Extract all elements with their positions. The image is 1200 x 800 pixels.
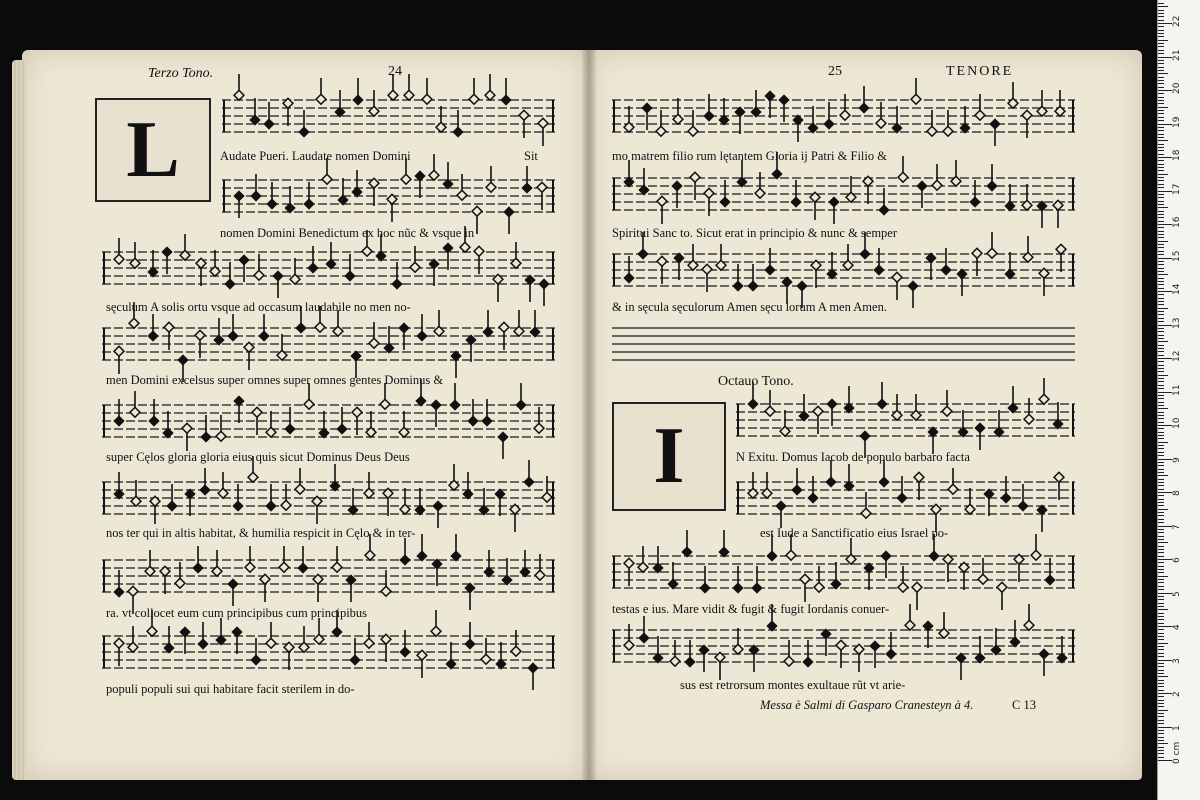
- ruler-minor-tick: [1158, 438, 1164, 439]
- ruler-minor-tick: [1158, 281, 1164, 282]
- ruler-minor-tick: [1158, 80, 1164, 81]
- ruler-tick: [1158, 23, 1172, 24]
- ruler-minor-tick: [1158, 214, 1164, 215]
- ruler-minor-tick: [1158, 177, 1164, 178]
- ruler-minor-tick: [1158, 368, 1164, 369]
- left-page-number: 24: [388, 64, 402, 79]
- ruler-minor-tick: [1158, 351, 1164, 352]
- ruler-minor-tick: [1158, 73, 1168, 74]
- ruler-label: 13: [1172, 317, 1182, 329]
- ruler-label: 14: [1172, 283, 1182, 295]
- ruler-minor-tick: [1158, 26, 1164, 27]
- ruler-minor-tick: [1158, 730, 1164, 731]
- ruler-minor-tick: [1158, 505, 1164, 506]
- lyric-line-5: super Cęlos gloria gloria eius quis sicut Dominus Deus Deus: [106, 450, 410, 464]
- ruler-minor-tick: [1158, 271, 1164, 272]
- ruler-minor-tick: [1158, 16, 1164, 17]
- ruler-minor-tick: [1158, 120, 1164, 121]
- ruler-minor-tick: [1158, 184, 1164, 185]
- ruler-minor-tick: [1158, 311, 1164, 312]
- ruler-minor-tick: [1158, 378, 1164, 379]
- ruler-minor-tick: [1158, 335, 1164, 336]
- ruler-minor-tick: [1158, 204, 1164, 205]
- ruler-minor-tick: [1158, 499, 1164, 500]
- ruler-minor-tick: [1158, 140, 1168, 141]
- ruler-minor-tick: [1158, 747, 1164, 748]
- ruler-minor-tick: [1158, 502, 1164, 503]
- ruler-minor-tick: [1158, 750, 1164, 751]
- ruler-minor-tick: [1158, 355, 1164, 356]
- ruler-minor-tick: [1158, 375, 1168, 376]
- measuring-ruler: [1157, 0, 1200, 800]
- ruler-minor-tick: [1158, 341, 1168, 342]
- right-lyric-line-6: testas e ius. Mare vidit & fugit & fugit Iordanis conuer-: [612, 602, 890, 616]
- ruler-minor-tick: [1158, 187, 1164, 188]
- ruler-tick: [1158, 157, 1172, 158]
- ruler-minor-tick: [1158, 93, 1164, 94]
- right-header-title: TENORE: [946, 64, 1014, 79]
- ruler-label: 20: [1172, 82, 1182, 94]
- page-footer: Messa è Salmi di Gasparo Cranesteyn à 4.: [760, 698, 974, 712]
- right-page-number: 25: [828, 64, 842, 79]
- ruler-tick: [1158, 760, 1172, 761]
- ruler-minor-tick: [1158, 264, 1164, 265]
- staff-left-1: [222, 74, 555, 146]
- ruler-minor-tick: [1158, 10, 1164, 11]
- ruler-minor-tick: [1158, 733, 1164, 734]
- lyric-line-1-tail: Sit: [524, 149, 538, 163]
- ruler-tick: [1158, 693, 1172, 694]
- lyric-line-8: populi populi sui qui habitare facit sterilem in do-: [106, 682, 355, 696]
- ruler-minor-tick: [1158, 683, 1164, 684]
- ruler-tick: [1158, 291, 1172, 292]
- ruler-minor-tick: [1158, 673, 1164, 674]
- ruler-minor-tick: [1158, 201, 1164, 202]
- ruler-label: 15: [1172, 250, 1182, 262]
- ruler-minor-tick: [1158, 100, 1164, 101]
- ruler-minor-tick: [1158, 670, 1164, 671]
- ruler-minor-tick: [1158, 301, 1164, 302]
- lyric-line-4: men Domini excelsus super omnes super omnes gentes Dominus &: [106, 373, 444, 387]
- ruler-tick: [1158, 124, 1172, 125]
- ruler-minor-tick: [1158, 147, 1164, 148]
- ruler-minor-tick: [1158, 241, 1168, 242]
- ruler-minor-tick: [1158, 87, 1164, 88]
- ruler-minor-tick: [1158, 562, 1164, 563]
- ruler-minor-tick: [1158, 207, 1168, 208]
- ruler-minor-tick: [1158, 113, 1164, 114]
- ruler-minor-tick: [1158, 489, 1164, 490]
- ruler-tick: [1158, 191, 1172, 192]
- staff-right-empty: [612, 328, 1075, 360]
- ruler-label: 19: [1172, 116, 1182, 128]
- ruler-tick: [1158, 392, 1172, 393]
- ruler-minor-tick: [1158, 589, 1164, 590]
- ruler-tick: [1158, 90, 1172, 91]
- ruler-minor-tick: [1158, 70, 1164, 71]
- ruler-minor-tick: [1158, 314, 1164, 315]
- ruler-minor-tick: [1158, 103, 1164, 104]
- ruler-minor-tick: [1158, 107, 1168, 108]
- ruler-minor-tick: [1158, 415, 1164, 416]
- ruler-minor-tick: [1158, 254, 1164, 255]
- ruler-label: 7: [1172, 523, 1182, 530]
- ruler-minor-tick: [1158, 452, 1164, 453]
- ruler-minor-tick: [1158, 448, 1164, 449]
- ruler-minor-tick: [1158, 663, 1164, 664]
- ruler-tick: [1158, 660, 1172, 661]
- staff-right-6: [612, 530, 1075, 610]
- ruler-minor-tick: [1158, 6, 1168, 7]
- staff-right-4: [736, 378, 1075, 458]
- ruler-tick: [1158, 224, 1172, 225]
- ruler-minor-tick: [1158, 690, 1164, 691]
- ruler-label: 0 cm: [1172, 741, 1182, 764]
- ruler-label: 2: [1172, 691, 1182, 697]
- ruler-minor-tick: [1158, 552, 1164, 553]
- ruler-minor-tick: [1158, 40, 1168, 41]
- ruler-label: 17: [1172, 183, 1182, 195]
- ruler-tick: [1158, 425, 1172, 426]
- ruler-minor-tick: [1158, 586, 1164, 587]
- ruler-minor-tick: [1158, 710, 1168, 711]
- ruler-minor-tick: [1158, 408, 1168, 409]
- ruler-minor-tick: [1158, 529, 1164, 530]
- ruler-label: 18: [1172, 149, 1182, 161]
- ruler-minor-tick: [1158, 623, 1164, 624]
- ruler-minor-tick: [1158, 646, 1164, 647]
- ruler-minor-tick: [1158, 144, 1164, 145]
- ruler-minor-tick: [1158, 338, 1164, 339]
- initial-letter: L: [126, 105, 180, 194]
- ruler-minor-tick: [1158, 388, 1164, 389]
- ruler-minor-tick: [1158, 294, 1164, 295]
- ruler-minor-tick: [1158, 713, 1164, 714]
- ruler-minor-tick: [1158, 536, 1164, 537]
- ruler-tick: [1158, 358, 1172, 359]
- ruler-minor-tick: [1158, 77, 1164, 78]
- right-lyric-line-4: N Exitu. Domus Iacob de populo barbaro facta: [736, 450, 970, 464]
- ruler-label: 12: [1172, 350, 1182, 362]
- ruler-minor-tick: [1158, 402, 1164, 403]
- ruler-minor-tick: [1158, 97, 1164, 98]
- ruler-minor-tick: [1158, 53, 1164, 54]
- ruler-minor-tick: [1158, 345, 1164, 346]
- ruler-minor-tick: [1158, 582, 1164, 583]
- ruler-minor-tick: [1158, 445, 1164, 446]
- ruler-minor-tick: [1158, 639, 1164, 640]
- ruler-minor-tick: [1158, 321, 1164, 322]
- ruler-minor-tick: [1158, 703, 1164, 704]
- ruler-label: 6: [1172, 557, 1182, 563]
- ruler-label: 10: [1172, 417, 1182, 429]
- ruler-minor-tick: [1158, 361, 1164, 362]
- ruler-label: 3: [1172, 657, 1182, 664]
- ruler-minor-tick: [1158, 442, 1168, 443]
- ruler-minor-tick: [1158, 231, 1164, 232]
- ruler-minor-tick: [1158, 599, 1164, 600]
- ruler-minor-tick: [1158, 643, 1168, 644]
- ruler-minor-tick: [1158, 308, 1168, 309]
- ruler-minor-tick: [1158, 566, 1164, 567]
- ruler-minor-tick: [1158, 83, 1164, 84]
- ruler-minor-tick: [1158, 522, 1164, 523]
- staff-left-6: [102, 456, 555, 532]
- ruler-minor-tick: [1158, 304, 1164, 305]
- ruler-tick: [1158, 57, 1172, 58]
- ruler-minor-tick: [1158, 365, 1164, 366]
- ruler-minor-tick: [1158, 234, 1164, 235]
- ruler-minor-tick: [1158, 603, 1164, 604]
- ruler-tick: [1158, 559, 1172, 560]
- ruler-minor-tick: [1158, 36, 1164, 37]
- right-lyric-line-2: Spiritui Sanc to. Sicut erat in principio & nunc & semper: [612, 226, 898, 240]
- staff-left-2: [222, 154, 555, 234]
- ruler-minor-tick: [1158, 180, 1164, 181]
- ruler-minor-tick: [1158, 616, 1164, 617]
- ruler-minor-tick: [1158, 716, 1164, 717]
- ruler-minor-tick: [1158, 63, 1164, 64]
- ruler-minor-tick: [1158, 619, 1164, 620]
- ruler-minor-tick: [1158, 485, 1164, 486]
- ruler-minor-tick: [1158, 720, 1164, 721]
- ruler-minor-tick: [1158, 381, 1164, 382]
- ruler-minor-tick: [1158, 613, 1164, 614]
- ruler-minor-tick: [1158, 67, 1164, 68]
- ruler-tick: [1158, 526, 1172, 527]
- ruler-minor-tick: [1158, 680, 1164, 681]
- staff-left-5: [102, 379, 555, 459]
- ruler-minor-tick: [1158, 475, 1168, 476]
- ruler-minor-tick: [1158, 274, 1168, 275]
- ruler-minor-tick: [1158, 60, 1164, 61]
- ruler-minor-tick: [1158, 251, 1164, 252]
- ruler-minor-tick: [1158, 247, 1164, 248]
- ruler-minor-tick: [1158, 395, 1164, 396]
- ruler-minor-tick: [1158, 110, 1164, 111]
- ruler-minor-tick: [1158, 237, 1164, 238]
- ruler-minor-tick: [1158, 422, 1164, 423]
- ruler-minor-tick: [1158, 385, 1164, 386]
- right-lyric-line-7: sus est retrorsum montes exultaue rũt vt arie-: [680, 678, 906, 692]
- lyric-line-1: Audate Pueri. Laudate nomen Domini: [220, 149, 411, 163]
- ruler-minor-tick: [1158, 706, 1164, 707]
- ruler-minor-tick: [1158, 428, 1164, 429]
- lyric-line-2: nomen Domini Benedictum ex hoc nũc & vsque in: [220, 226, 475, 240]
- ruler-label: 16: [1172, 216, 1182, 228]
- ruler-minor-tick: [1158, 576, 1168, 577]
- ruler-minor-tick: [1158, 546, 1164, 547]
- ruler-tick: [1158, 626, 1172, 627]
- ruler-minor-tick: [1158, 117, 1164, 118]
- ruler-minor-tick: [1158, 227, 1164, 228]
- ruler-label: 4: [1172, 624, 1182, 630]
- ruler-minor-tick: [1158, 33, 1164, 34]
- ruler-minor-tick: [1158, 649, 1164, 650]
- ruler-minor-tick: [1158, 495, 1164, 496]
- ruler-minor-tick: [1158, 515, 1164, 516]
- right-lyric-line-1: mo matrem filio rum lętantem Gloria ij Patri & Filio &: [612, 149, 887, 163]
- staff-right-5: [736, 460, 1075, 532]
- ruler-minor-tick: [1158, 629, 1164, 630]
- ruler-minor-tick: [1158, 633, 1164, 634]
- ruler-minor-tick: [1158, 606, 1164, 607]
- ruler-minor-tick: [1158, 261, 1164, 262]
- ruler-minor-tick: [1158, 371, 1164, 372]
- page-signature: C 13: [1012, 698, 1036, 712]
- ruler-minor-tick: [1158, 50, 1164, 51]
- ruler-minor-tick: [1158, 676, 1168, 677]
- lyric-line-6: nos ter qui in altis habitat, & humilia respicit in Cęlo & in ter-: [106, 526, 416, 540]
- ruler-minor-tick: [1158, 43, 1164, 44]
- ruler-minor-tick: [1158, 666, 1164, 667]
- ruler-minor-tick: [1158, 462, 1164, 463]
- ruler-minor-tick: [1158, 572, 1164, 573]
- ruler-minor-tick: [1158, 512, 1164, 513]
- ruler-tick: [1158, 459, 1172, 460]
- ruler-minor-tick: [1158, 482, 1164, 483]
- ruler-minor-tick: [1158, 167, 1164, 168]
- ruler-minor-tick: [1158, 519, 1164, 520]
- staff-right-3: [612, 232, 1075, 308]
- ruler-minor-tick: [1158, 134, 1164, 135]
- ruler-minor-tick: [1158, 174, 1168, 175]
- ruler-minor-tick: [1158, 723, 1164, 724]
- lyric-line-3: sęculum A solis ortu vsque ad occasum laudabile no men no-: [106, 300, 411, 314]
- staff-right-1: [612, 78, 1075, 146]
- ruler-minor-tick: [1158, 455, 1164, 456]
- ruler-label: 22: [1172, 15, 1182, 27]
- ruler-minor-tick: [1158, 298, 1164, 299]
- ruler-tick: [1158, 593, 1172, 594]
- ruler-minor-tick: [1158, 318, 1164, 319]
- ruler-minor-tick: [1158, 30, 1164, 31]
- ruler-minor-tick: [1158, 549, 1164, 550]
- ruler-minor-tick: [1158, 217, 1164, 218]
- ruler-minor-tick: [1158, 13, 1164, 14]
- ruler-minor-tick: [1158, 418, 1164, 419]
- ruler-minor-tick: [1158, 284, 1164, 285]
- ruler-tick: [1158, 325, 1172, 326]
- ruler-minor-tick: [1158, 532, 1164, 533]
- ruler-minor-tick: [1158, 656, 1164, 657]
- ruler-minor-tick: [1158, 412, 1164, 413]
- ruler-minor-tick: [1158, 737, 1164, 738]
- ruler-minor-tick: [1158, 398, 1164, 399]
- section-title: Octauo Tono.: [718, 374, 794, 389]
- ruler-minor-tick: [1158, 3, 1164, 4]
- left-header-title: Terzo Tono.: [148, 66, 214, 81]
- ruler-minor-tick: [1158, 569, 1164, 570]
- ruler-minor-tick: [1158, 154, 1164, 155]
- ruler-minor-tick: [1158, 170, 1164, 171]
- ruler-minor-tick: [1158, 539, 1164, 540]
- staff-left-8: [102, 610, 555, 690]
- ruler-minor-tick: [1158, 150, 1164, 151]
- ruler-minor-tick: [1158, 137, 1164, 138]
- ruler-minor-tick: [1158, 405, 1164, 406]
- right-lyric-line-3: & in sęcula sęculorum Amen sęcu lorum A men Amen.: [612, 300, 887, 314]
- ruler-minor-tick: [1158, 757, 1164, 758]
- ruler-minor-tick: [1158, 472, 1164, 473]
- ruler-minor-tick: [1158, 636, 1164, 637]
- ruler-label: 11: [1172, 384, 1182, 396]
- ruler-minor-tick: [1158, 432, 1164, 433]
- ruler-minor-tick: [1158, 579, 1164, 580]
- ruler-minor-tick: [1158, 479, 1164, 480]
- ruler-minor-tick: [1158, 164, 1164, 165]
- ruler-minor-tick: [1158, 469, 1164, 470]
- ruler-minor-tick: [1158, 743, 1168, 744]
- ruler-minor-tick: [1158, 328, 1164, 329]
- staff-left-7: [102, 534, 555, 614]
- ruler-minor-tick: [1158, 348, 1164, 349]
- ruler-minor-tick: [1158, 211, 1164, 212]
- ruler-minor-tick: [1158, 197, 1164, 198]
- ruler-minor-tick: [1158, 556, 1164, 557]
- ruler-minor-tick: [1158, 653, 1164, 654]
- ruler-label: 9: [1172, 456, 1182, 463]
- ruler-minor-tick: [1158, 268, 1164, 269]
- right-lyric-line-5: est Iude a Sanctificatio eius Israel po-: [760, 526, 949, 540]
- ruler-tick: [1158, 258, 1172, 259]
- ruler-minor-tick: [1158, 696, 1164, 697]
- ruler-minor-tick: [1158, 596, 1164, 597]
- ruler-minor-tick: [1158, 331, 1164, 332]
- ruler-label: 5: [1172, 590, 1182, 597]
- lyric-line-7: ra. vt collocet eum cum principibus cum principibus: [106, 606, 368, 620]
- ruler-minor-tick: [1158, 244, 1164, 245]
- ruler-label: 1: [1172, 724, 1182, 731]
- ruler-minor-tick: [1158, 20, 1164, 21]
- ruler-minor-tick: [1158, 194, 1164, 195]
- ruler-minor-tick: [1158, 46, 1164, 47]
- ruler-minor-tick: [1158, 542, 1168, 543]
- ruler-minor-tick: [1158, 130, 1164, 131]
- ruler-minor-tick: [1158, 127, 1164, 128]
- ruler-minor-tick: [1158, 753, 1164, 754]
- ruler-label: 21: [1172, 49, 1182, 61]
- ruler-label: 8: [1172, 490, 1182, 496]
- ruler-minor-tick: [1158, 509, 1168, 510]
- ruler-minor-tick: [1158, 740, 1164, 741]
- ruler-minor-tick: [1158, 609, 1168, 610]
- initial-letter-2: I: [653, 412, 685, 500]
- ruler-minor-tick: [1158, 435, 1164, 436]
- ruler-tick: [1158, 727, 1172, 728]
- ruler-tick: [1158, 492, 1172, 493]
- ruler-minor-tick: [1158, 700, 1164, 701]
- ruler-minor-tick: [1158, 465, 1164, 466]
- ruler-minor-tick: [1158, 288, 1164, 289]
- ruler-minor-tick: [1158, 160, 1164, 161]
- ruler-minor-tick: [1158, 686, 1164, 687]
- ruler-minor-tick: [1158, 278, 1164, 279]
- ruler-minor-tick: [1158, 221, 1164, 222]
